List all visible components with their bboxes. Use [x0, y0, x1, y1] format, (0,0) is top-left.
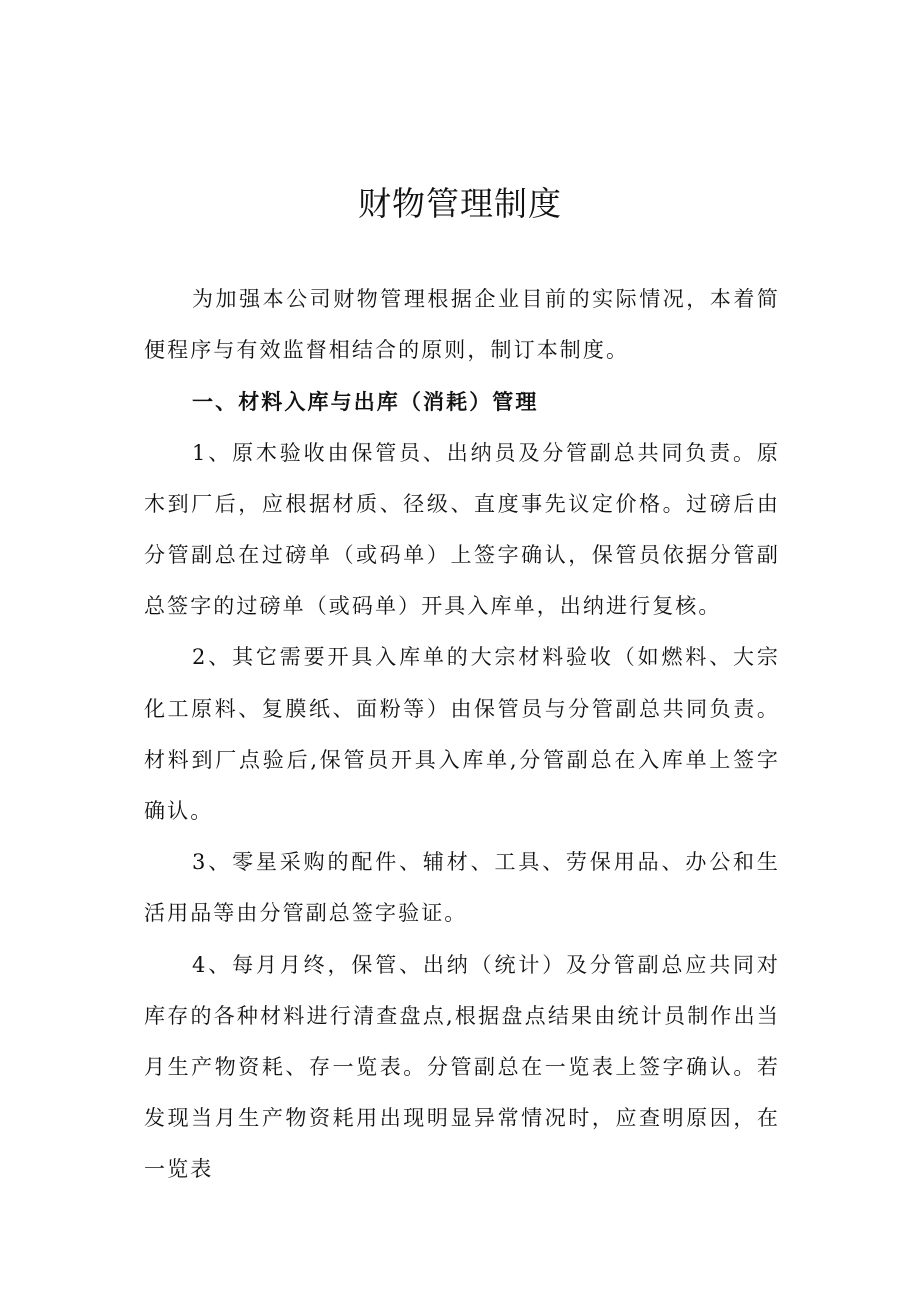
section-heading: 一、材料入库与出库（消耗）管理 [192, 389, 539, 415]
list-item: 4、每月月终，保管、出纳（统计）及分管副总应共同对库存的各种材料进行清查盘点,根据盘点结果由统计员制作出当月生产物资耗、存一览表。分管副总在一览表上签字确认。若发现当月生产物资耗用出现明显异常情况时，应查明原因，在一览表 [144, 952, 780, 1182]
list-item: 3、零星采购的配件、辅材、工具、劳保用品、办公和生活用品等由分管副总签字验证。 [144, 850, 780, 926]
document-title: 财物管理制度 [358, 184, 562, 223]
document-body [144, 274, 780, 1196]
list-item: 2、其它需要开具入库单的大宗材料验收（如燃料、大宗化工原料、复膜纸、面粉等）由保管员与分管副总共同负责。材料到厂点验后,保管员开具入库单,分管副总在入库单上签字确认。 [144, 645, 780, 824]
list-item: 1、原木验收由保管员、出纳员及分管副总共同负责。原木到厂后，应根据材质、径级、直度事先议定价格。过磅后由分管副总在过磅单（或码单）上签字确认，保管员依据分管副总签字的过磅单（或码单）开具入库单，出纳进行复核。 [144, 440, 780, 619]
intro-paragraph: 为加强本公司财物管理根据企业目前的实际情况，本着简便程序与有效监督相结合的原则，制订本制度。 [144, 287, 780, 363]
